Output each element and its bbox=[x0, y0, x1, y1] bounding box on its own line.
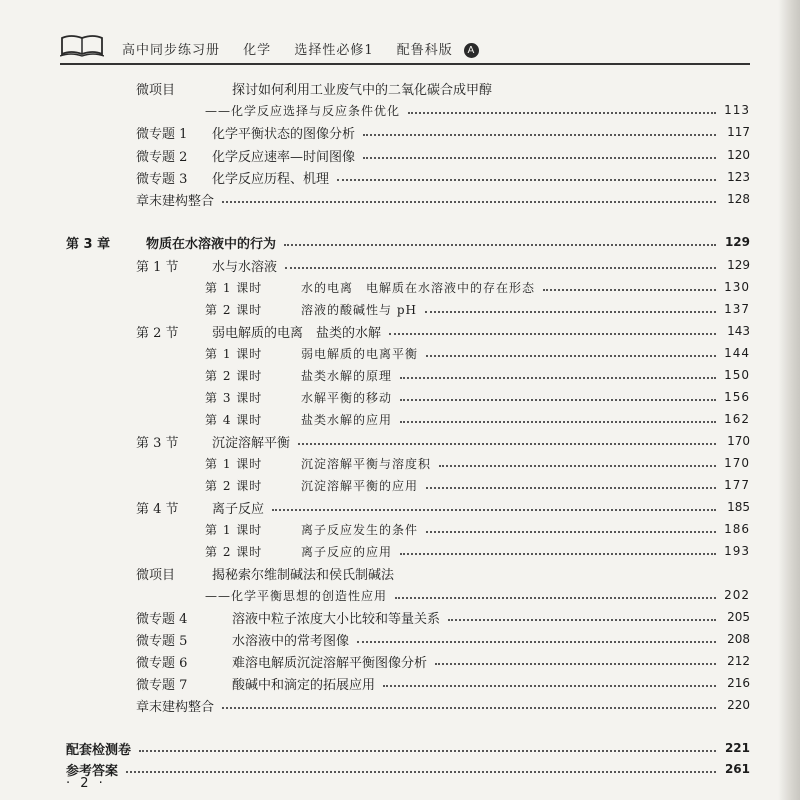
toc-entry-lesson[interactable] bbox=[205, 343, 750, 363]
entry-title: 沉淀溶解平衡与溶度积 bbox=[301, 456, 432, 471]
entry-title: 章末建构整合 bbox=[136, 699, 215, 715]
dot-leader bbox=[400, 553, 716, 555]
entry-title: 沉淀溶解平衡的应用 bbox=[301, 478, 419, 493]
toc-entry-micro-topic[interactable] bbox=[136, 651, 750, 671]
toc-entry-lesson[interactable] bbox=[205, 475, 750, 495]
dot-leader bbox=[383, 685, 716, 687]
entry-page: 212 bbox=[727, 654, 750, 668]
dot-leader bbox=[543, 289, 716, 291]
toc-entry-section[interactable] bbox=[136, 431, 750, 451]
dot-leader bbox=[272, 509, 716, 511]
toc-entry-lesson[interactable] bbox=[205, 541, 750, 561]
entry-title: 离子反应的应用 bbox=[301, 544, 393, 559]
toc-entry-lesson[interactable] bbox=[205, 365, 750, 385]
entry-label: 第 2 课时 bbox=[205, 544, 263, 559]
toc-entry-lesson[interactable] bbox=[205, 277, 750, 297]
entry-label: 第 3 课时 bbox=[205, 390, 263, 405]
entry-label: 微专题 6 bbox=[136, 655, 188, 671]
entry-page: 143 bbox=[727, 324, 750, 338]
entry-page: 162 bbox=[724, 412, 750, 426]
entry-page: 216 bbox=[727, 676, 750, 690]
entry-label: 第 2 节 bbox=[136, 325, 179, 341]
entry-page: 205 bbox=[727, 610, 750, 624]
entry-label: 第 2 课时 bbox=[205, 302, 263, 317]
dot-leader bbox=[389, 333, 716, 335]
dot-leader bbox=[139, 750, 716, 752]
edition: 配鲁科版 bbox=[396, 43, 453, 58]
toc-entry-section[interactable] bbox=[136, 255, 750, 275]
series-title: 高中同步练习册 bbox=[122, 43, 221, 58]
entry-page: 144 bbox=[724, 346, 750, 360]
entry-title: 化学反应速率—时间图像 bbox=[212, 149, 356, 165]
entry-title: 水的电离 电解质在水溶液中的存在形态 bbox=[301, 280, 536, 295]
toc-entry-micro-topic[interactable] bbox=[136, 607, 750, 627]
entry-label: 微项目 bbox=[136, 82, 176, 98]
entry-label: 第 1 课时 bbox=[205, 346, 263, 361]
entry-title: 溶液的酸碱性与 pH bbox=[301, 302, 417, 317]
entry-title: 探讨如何利用工业废气中的二氧化碳合成甲醇 bbox=[232, 82, 493, 98]
entry-label: 微专题 5 bbox=[136, 633, 188, 649]
toc-entry-subtitle[interactable] bbox=[205, 100, 750, 120]
entry-title: 离子反应发生的条件 bbox=[301, 522, 419, 537]
entry-label: 第 4 课时 bbox=[205, 412, 263, 427]
dot-leader bbox=[357, 641, 716, 643]
toc-entry-lesson[interactable] bbox=[205, 387, 750, 407]
entry-title: 水解平衡的移动 bbox=[301, 390, 393, 405]
volume: 选择性必修1 bbox=[294, 43, 374, 58]
entry-label: 第 1 节 bbox=[136, 259, 179, 275]
dot-leader bbox=[425, 311, 716, 313]
toc-entry-micro-topic[interactable] bbox=[136, 167, 750, 187]
dot-leader bbox=[426, 487, 716, 489]
toc-entry-micro-topic[interactable] bbox=[136, 145, 750, 165]
entry-label: 微专题 4 bbox=[136, 611, 188, 627]
entry-label: 第 1 课时 bbox=[205, 456, 263, 471]
entry-page: 113 bbox=[724, 103, 750, 117]
entry-page: 137 bbox=[724, 302, 750, 316]
entry-page: 170 bbox=[724, 456, 750, 470]
dot-leader bbox=[285, 267, 716, 269]
dot-leader bbox=[126, 771, 716, 773]
dot-leader bbox=[363, 157, 716, 159]
toc-entry-chapter-review[interactable] bbox=[136, 695, 750, 715]
toc-entry-micro-topic[interactable] bbox=[136, 629, 750, 649]
dot-leader bbox=[400, 377, 716, 379]
entry-label: 第 1 课时 bbox=[205, 280, 263, 295]
entry-title: 酸碱中和滴定的拓展应用 bbox=[232, 677, 376, 693]
entry-page: 193 bbox=[724, 544, 750, 558]
dot-leader bbox=[284, 244, 716, 246]
entry-page: 123 bbox=[727, 170, 750, 184]
toc-entry-subtitle[interactable] bbox=[205, 585, 750, 605]
entry-page: 150 bbox=[724, 368, 750, 382]
entry-page: 261 bbox=[724, 762, 750, 776]
toc-entry-chapter[interactable] bbox=[66, 232, 750, 252]
entry-page: 120 bbox=[727, 148, 750, 162]
entry-title: 参考答案 bbox=[66, 763, 119, 779]
toc-entry-section[interactable] bbox=[136, 497, 750, 517]
entry-page: 220 bbox=[727, 698, 750, 712]
toc-entry-micro-topic[interactable] bbox=[136, 122, 750, 142]
dot-leader bbox=[408, 112, 716, 114]
dot-leader bbox=[298, 443, 716, 445]
entry-label: 微专题 3 bbox=[136, 171, 188, 187]
entry-page: 170 bbox=[727, 434, 750, 448]
entry-page: 221 bbox=[724, 741, 750, 755]
dot-leader bbox=[400, 399, 716, 401]
dot-leader bbox=[395, 597, 716, 599]
entry-page: 186 bbox=[724, 522, 750, 536]
dot-leader bbox=[448, 619, 716, 621]
dot-leader bbox=[439, 465, 716, 467]
entry-page: 128 bbox=[727, 192, 750, 206]
entry-page: 117 bbox=[727, 125, 750, 139]
toc-entry-lesson[interactable] bbox=[205, 409, 750, 429]
dot-leader bbox=[426, 531, 716, 533]
dot-leader bbox=[426, 355, 716, 357]
dot-leader bbox=[435, 663, 716, 665]
entry-page: 130 bbox=[724, 280, 750, 294]
entry-title: 化学反应历程、机理 bbox=[212, 171, 330, 187]
toc-entry-section[interactable] bbox=[136, 321, 750, 341]
entry-page: 208 bbox=[727, 632, 750, 646]
dot-leader bbox=[363, 134, 716, 136]
entry-label: 第 3 章 bbox=[66, 236, 111, 252]
entry-label: 微专题 2 bbox=[136, 149, 188, 165]
entry-title: 弱电解质的电离 盐类的水解 bbox=[212, 325, 382, 341]
entry-page: 156 bbox=[724, 390, 750, 404]
subject: 化学 bbox=[243, 43, 272, 58]
entry-title: 化学平衡状态的图像分析 bbox=[212, 126, 356, 142]
entry-title: 配套检测卷 bbox=[66, 742, 132, 758]
entry-label: 第 4 节 bbox=[136, 501, 179, 517]
entry-title: 难溶电解质沉淀溶解平衡图像分析 bbox=[232, 655, 428, 671]
entry-label: 第 2 课时 bbox=[205, 368, 263, 383]
page-number: · 2 · bbox=[66, 776, 106, 791]
entry-label: 第 1 课时 bbox=[205, 522, 263, 537]
dot-leader bbox=[337, 179, 716, 181]
entry-title: 水溶液中的常考图像 bbox=[232, 633, 350, 649]
toc-entry-lesson[interactable] bbox=[205, 519, 750, 539]
entry-label: 微专题 1 bbox=[136, 126, 188, 142]
toc-entry-test-papers[interactable] bbox=[66, 738, 750, 758]
entry-page: 129 bbox=[727, 258, 750, 272]
dot-leader bbox=[400, 421, 716, 423]
toc-entry-micro-topic[interactable] bbox=[136, 673, 750, 693]
entry-page: 185 bbox=[727, 500, 750, 514]
entry-title: ——化学平衡思想的创造性应用 bbox=[205, 588, 388, 603]
entry-label: 第 3 节 bbox=[136, 435, 179, 451]
toc-entry-lesson[interactable] bbox=[205, 453, 750, 473]
entry-label: 第 2 课时 bbox=[205, 478, 263, 493]
toc-entry-answers[interactable] bbox=[66, 759, 750, 779]
entry-label: 微专题 7 bbox=[136, 677, 188, 693]
entry-title: 盐类水解的应用 bbox=[301, 412, 393, 427]
entry-title: 溶液中粒子浓度大小比较和等量关系 bbox=[232, 611, 441, 627]
toc-entry-micro-project[interactable] bbox=[136, 78, 750, 98]
entry-title: 沉淀溶解平衡 bbox=[212, 435, 291, 451]
entry-title: 物质在水溶液中的行为 bbox=[146, 236, 277, 252]
entry-page: 177 bbox=[724, 478, 750, 492]
entry-title: 弱电解质的电离平衡 bbox=[301, 346, 419, 361]
entry-page: 129 bbox=[724, 235, 750, 249]
entry-title: 盐类水解的原理 bbox=[301, 368, 393, 383]
entry-label: 微项目 bbox=[136, 567, 176, 583]
entry-page: 202 bbox=[724, 588, 750, 602]
dot-leader bbox=[222, 201, 716, 203]
edition-badge: A bbox=[464, 43, 479, 58]
toc-entry-micro-project[interactable] bbox=[136, 563, 750, 583]
entry-title: 离子反应 bbox=[212, 501, 265, 517]
toc-entry-chapter-review[interactable] bbox=[136, 189, 750, 209]
entry-title: 章末建构整合 bbox=[136, 193, 215, 209]
dot-leader bbox=[222, 707, 716, 709]
toc-entry-lesson[interactable] bbox=[205, 299, 750, 319]
entry-title: 水与水溶液 bbox=[212, 259, 278, 275]
entry-title: ——化学反应选择与反应条件优化 bbox=[205, 103, 401, 118]
entry-title: 揭秘索尔维制碱法和侯氏制碱法 bbox=[212, 567, 395, 583]
